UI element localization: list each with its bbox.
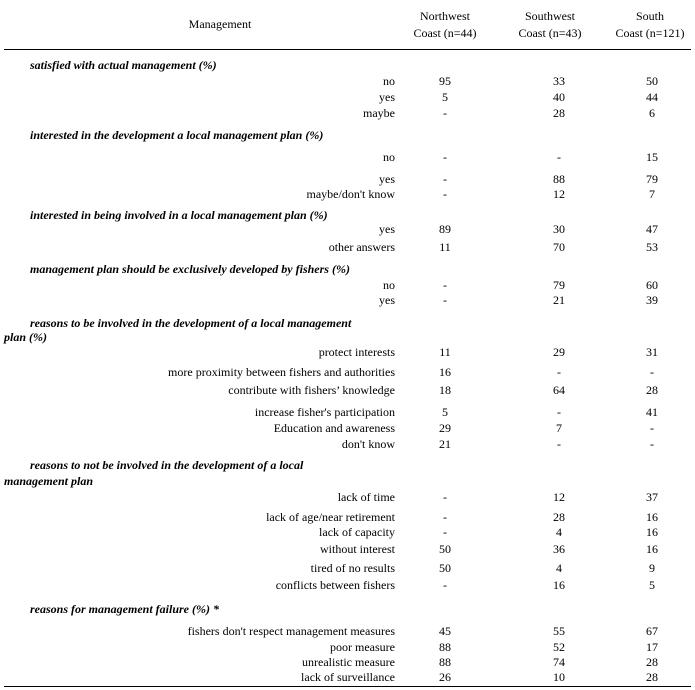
south-value: 79: [646, 172, 658, 186]
southwest-value: 16: [553, 578, 565, 592]
section-title: management plan should be exclusively developed by fishers (%): [30, 262, 350, 276]
northwest-value: 21: [439, 437, 451, 451]
northwest-value: 50: [439, 561, 451, 575]
south-value: 37: [646, 490, 658, 504]
header-management: Management: [188, 17, 252, 31]
row-label: maybe: [363, 106, 395, 120]
northwest-value: 26: [439, 670, 451, 684]
southwest-value: 40: [553, 90, 565, 104]
header-rule: [4, 49, 691, 50]
row-label: increase fisher's participation: [254, 405, 395, 419]
southwest-value: -: [557, 150, 561, 164]
header-northwest: [395, 8, 495, 42]
south-value: 50: [646, 74, 658, 88]
header-south: [598, 8, 695, 42]
row-label: without interest: [320, 542, 395, 556]
south-value: -: [650, 437, 654, 451]
northwest-value: -: [443, 278, 447, 292]
northwest-value: 5: [442, 90, 448, 104]
row-label: tired of no results: [310, 561, 395, 575]
southwest-value: 21: [553, 293, 565, 307]
header-southwest: [495, 8, 605, 42]
south-value: 7: [649, 187, 655, 201]
row-label: poor measure: [330, 640, 395, 654]
northwest-value: 16: [439, 365, 451, 379]
section-title-continued: management plan: [4, 474, 94, 488]
header-south-line2: Coast (n=121): [615, 26, 685, 40]
northwest-value: 18: [439, 383, 451, 397]
northwest-value: 95: [439, 74, 451, 88]
south-value: -: [650, 365, 654, 379]
row-label: don't know: [341, 437, 395, 451]
row-label: yes: [379, 293, 395, 307]
southwest-value: 28: [553, 510, 565, 524]
south-value: 60: [646, 278, 658, 292]
northwest-value: -: [443, 150, 447, 164]
row-label: maybe/don't know: [306, 187, 395, 201]
south-value: 16: [646, 542, 658, 556]
section-title: satisfied with actual management (%): [30, 58, 217, 72]
south-value: 41: [646, 405, 658, 419]
southwest-value: 64: [553, 383, 565, 397]
northwest-value: 45: [439, 624, 451, 638]
row-label: no: [383, 150, 395, 164]
row-label: yes: [379, 90, 395, 104]
northwest-value: 11: [439, 240, 451, 254]
southwest-value: -: [557, 405, 561, 419]
southwest-value: 10: [553, 670, 565, 684]
south-value: 39: [646, 293, 658, 307]
southwest-value: 12: [553, 187, 565, 201]
south-value: 67: [646, 624, 658, 638]
row-label: other answers: [328, 240, 395, 254]
southwest-value: 33: [553, 74, 565, 88]
northwest-value: -: [443, 106, 447, 120]
southwest-value: -: [557, 437, 561, 451]
northwest-value: -: [443, 293, 447, 307]
row-label: yes: [379, 172, 395, 186]
south-value: 28: [646, 655, 658, 669]
south-value: -: [650, 421, 654, 435]
section-title: reasons to be involved in the development of a local management: [30, 316, 352, 330]
section-title: reasons for management failure (%) *: [30, 602, 219, 616]
south-value: 47: [646, 222, 658, 236]
northwest-value: -: [443, 510, 447, 524]
southwest-value: 74: [553, 655, 565, 669]
south-value: 9: [649, 561, 655, 575]
southwest-value: 7: [556, 421, 562, 435]
northwest-value: 50: [439, 542, 451, 556]
southwest-value: 88: [553, 172, 565, 186]
header-south-line1: South: [635, 9, 664, 23]
row-label: fishers don't respect management measures: [187, 624, 395, 638]
south-value: 31: [646, 345, 658, 359]
northwest-value: 88: [439, 655, 451, 669]
row-label: lack of capacity: [319, 525, 395, 539]
header-northwest-line1: Northwest: [420, 9, 470, 23]
southwest-value: 12: [553, 490, 565, 504]
northwest-value: -: [443, 490, 447, 504]
section-title: reasons to not be involved in the development of a local: [30, 458, 304, 472]
row-label: more proximity between fishers and authorities: [168, 365, 395, 379]
northwest-value: -: [443, 578, 447, 592]
southwest-value: 70: [553, 240, 565, 254]
south-value: 44: [646, 90, 658, 104]
northwest-value: -: [443, 187, 447, 201]
southwest-value: 79: [553, 278, 565, 292]
northwest-value: -: [443, 525, 447, 539]
south-value: 53: [646, 240, 658, 254]
row-label: lack of time: [337, 490, 395, 504]
northwest-value: 11: [439, 345, 451, 359]
northwest-value: -: [443, 172, 447, 186]
south-value: 15: [646, 150, 658, 164]
header-southwest-line1: Southwest: [524, 9, 575, 23]
northwest-value: 88: [439, 640, 451, 654]
section-title: interested in the development a local management plan (%): [30, 128, 324, 142]
row-label: Education and awareness: [273, 421, 395, 435]
row-label: protect interests: [318, 345, 395, 359]
section-title-continued: plan (%): [4, 330, 47, 344]
south-value: 16: [646, 510, 658, 524]
southwest-value: 4: [556, 525, 562, 539]
section-title: interested in being involved in a local management plan (%): [30, 208, 328, 222]
northwest-value: 29: [439, 421, 451, 435]
header-northwest-line2: Coast (n=44): [413, 26, 477, 40]
row-label: contribute with fishers’ knowledge: [228, 383, 395, 397]
bottom-rule: [4, 686, 691, 687]
southwest-value: 29: [553, 345, 565, 359]
header-southwest-line2: Coast (n=43): [518, 26, 582, 40]
south-value: 28: [646, 670, 658, 684]
south-value: 5: [649, 578, 655, 592]
south-value: 16: [646, 525, 658, 539]
southwest-value: 28: [553, 106, 565, 120]
row-label: no: [383, 74, 395, 88]
row-label: no: [383, 278, 395, 292]
southwest-value: 55: [553, 624, 565, 638]
row-label: lack of age/near retirement: [266, 510, 395, 524]
south-value: 28: [646, 383, 658, 397]
southwest-value: 30: [553, 222, 565, 236]
northwest-value: 5: [442, 405, 448, 419]
northwest-value: 89: [439, 222, 451, 236]
row-label: lack of surveillance: [301, 670, 395, 684]
row-label: unrealistic measure: [302, 655, 395, 669]
southwest-value: 4: [556, 561, 562, 575]
southwest-value: -: [557, 365, 561, 379]
southwest-value: 36: [553, 542, 565, 556]
southwest-value: 52: [553, 640, 565, 654]
row-label: conflicts between fishers: [275, 578, 395, 592]
south-value: 6: [649, 106, 655, 120]
row-label: yes: [379, 222, 395, 236]
south-value: 17: [646, 640, 658, 654]
